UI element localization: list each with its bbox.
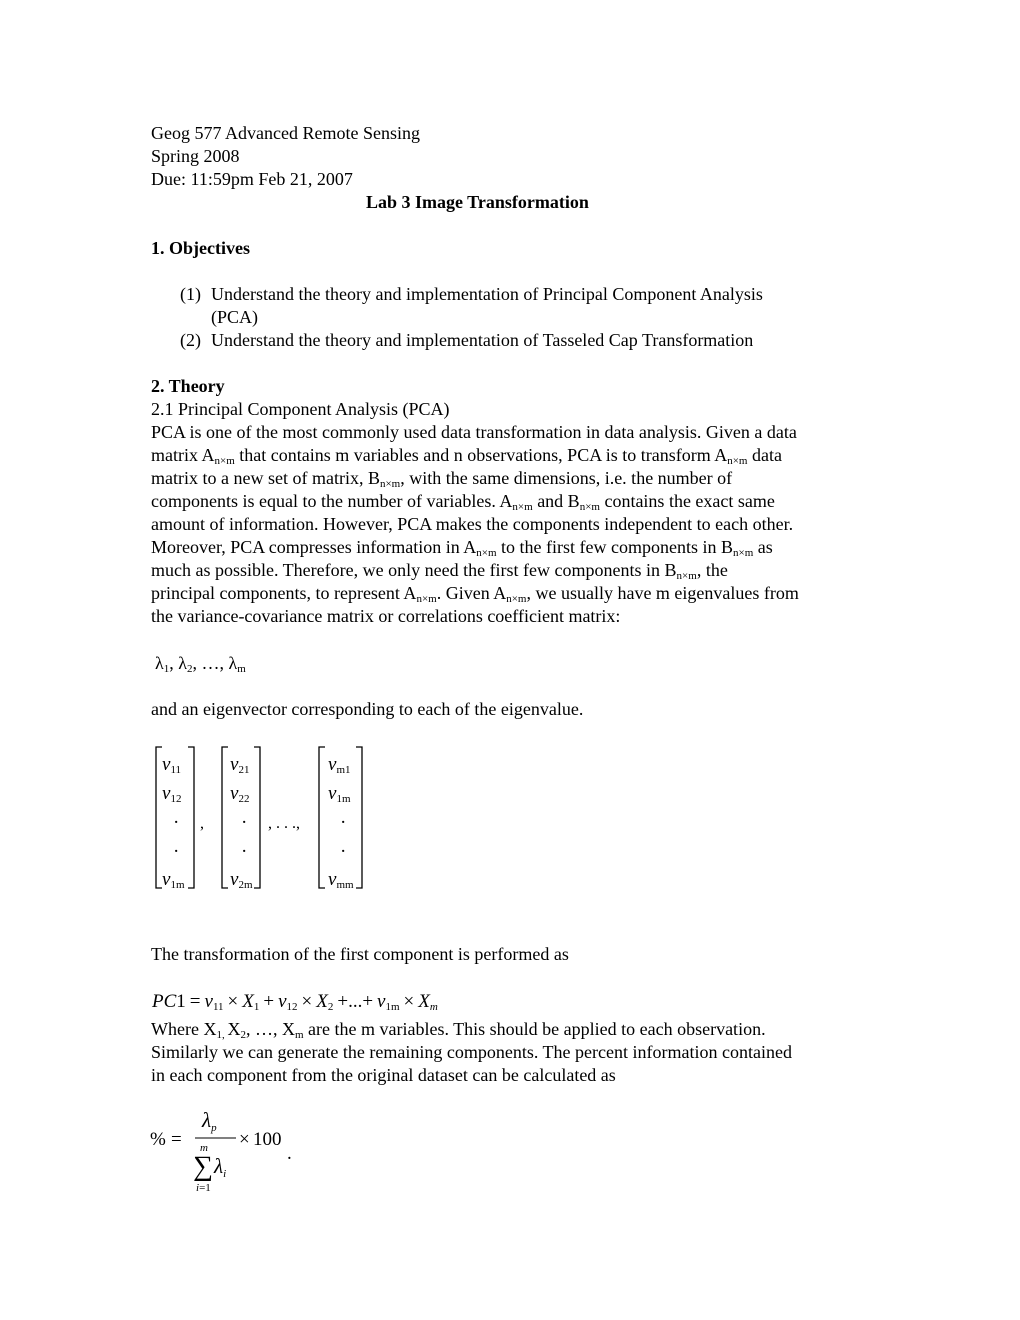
course-title: Geog 577 Advanced Remote Sensing [151, 123, 420, 143]
m3-dot2: · [340, 841, 347, 862]
lambda-i: λi [214, 1154, 227, 1180]
m2-v2m: v2m [230, 869, 253, 891]
m1-dot2: · [173, 841, 180, 862]
period: . [287, 1143, 292, 1164]
due-date: Due: 11:59pm Feb 21, 2007 [151, 169, 353, 189]
hundred: 100 [253, 1129, 282, 1150]
m1-v1m: v1m [162, 869, 185, 891]
percent-sign: % [150, 1129, 166, 1150]
objective-item-1: (1) Understand the theory and implementation of Principal Component Analysis [180, 284, 763, 304]
m2-dot1: · [241, 812, 248, 833]
eigenvalue-list: $\lambda_1$, $\lambda_2$, …, $\lambda_m$ [155, 653, 246, 675]
eigenvector-matrices [150, 740, 380, 895]
objective-item-2: (2) Understand the theory and implementation of Tasseled Cap Transformation [180, 330, 754, 350]
theory-heading: 2. Theory [151, 376, 225, 396]
times-sign: × [239, 1129, 250, 1150]
m2-v21: v21 [230, 754, 250, 776]
svg-text:PC1=v11×X1+v12×X2+...+v1m×Xm: PC1 = v11 × X1 + v12 × X2 +...+ v1m × Xm [152, 991, 438, 1013]
matrix-ellipsis: , . . ., [268, 815, 300, 832]
sum-upper: m [200, 1142, 208, 1154]
m1-dot1: · [173, 812, 180, 833]
pca-subheading: 2.1 Principal Component Analysis (PCA) [151, 399, 450, 419]
m3-v1m: v1m [328, 783, 351, 805]
percent-formula [150, 1102, 320, 1202]
lambda-p: λp [202, 1108, 217, 1134]
transformation-intro: The transformation of the first component is performed as [151, 944, 569, 964]
m3-vmm: vmm [328, 869, 354, 891]
pca-paragraph: PCA is one of the most commonly used data transformation in data analysis. Given a data matrix $A_{n\times m}$ that contains m variables and n observations, PCA is to transform $A_{n\times m}$ data matrix to a new set of matrix, $B_{n\times m}$, with the same dimensions, i.e. the number of components is equal to the number of variables. $A_{n\times m}$ and $B_{n\times m}$ contains the exact same amount of information. However, PCA makes the components independent to each other. Moreover, PCA compresses information in $A_{n\times m}$ to the first few components in $B_{n\times m}$ as much as possible. Therefore, we only need the first few components in $B_{n\times m}$, the principal components, to represent $A_{n\times m}$. Given $A_{n\times m}$, we usually have m eigenvalues from the variance-covariance matrix or correlations coefficient matrix: [151, 422, 799, 626]
term: Spring 2008 [151, 146, 240, 166]
m1-v11: v11 [162, 754, 182, 776]
sum-lower: i=1 [196, 1182, 211, 1194]
matrix-comma: , [200, 815, 204, 832]
m2-v22: v22 [230, 783, 250, 805]
objectives-heading: 1. Objectives [151, 238, 250, 258]
variables-paragraph: Where $X_{1,}$ $X_2$, …, $X_m$ are the m variables. This should be applied to each observation. Similarly we can generate the remaining components. The percent information contained in each component from the original dataset can be calculated as [151, 1019, 792, 1085]
pc1-equation [150, 985, 530, 1015]
eigenvector-intro: and an eigenvector corresponding to each of the eigenvalue. [151, 699, 584, 719]
equals-sign: = [171, 1129, 182, 1150]
m3-vm1: vm1 [328, 754, 351, 776]
m3-dot1: · [340, 812, 347, 833]
sum-symbol: ∑ [193, 1151, 213, 1182]
objectives-list [180, 283, 763, 352]
objective-item-1-cont: (PCA) [211, 307, 259, 327]
m2-dot2: · [241, 841, 248, 862]
lab-title: Lab 3 Image Transformation [366, 192, 589, 212]
m1-v12: v12 [162, 783, 182, 805]
